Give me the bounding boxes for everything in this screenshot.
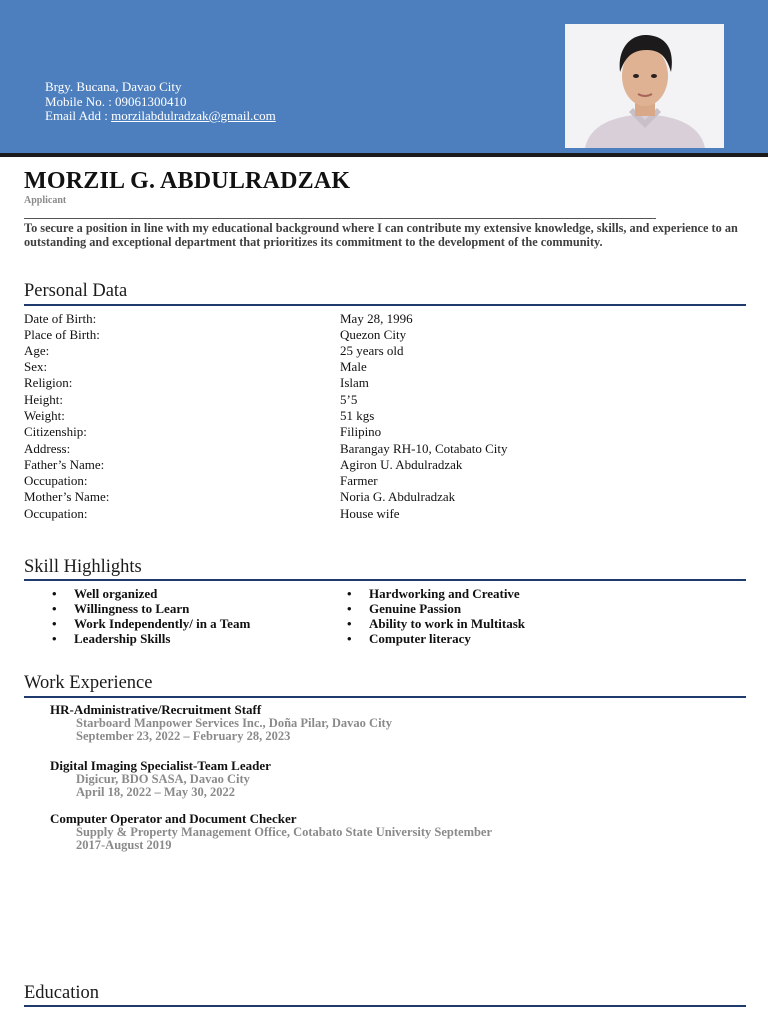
skill-text: Well organized <box>74 586 158 601</box>
bullet-icon: • <box>347 601 352 616</box>
skill-item <box>52 631 170 647</box>
contact-email-row <box>45 109 276 124</box>
personal-label: Mother’s Name: <box>24 489 110 504</box>
skill-item <box>347 586 520 602</box>
personal-value: Quezon City <box>340 327 407 342</box>
job-title: Computer Operator and Document Checker <box>50 811 297 826</box>
personal-row <box>24 392 724 408</box>
bullet-icon: • <box>347 631 352 646</box>
bullet-icon: • <box>52 616 57 631</box>
bullet-icon: • <box>347 586 352 601</box>
personal-label: Age: <box>24 343 50 358</box>
personal-label: Citizenship: <box>24 424 87 439</box>
personal-label: Occupation: <box>24 473 88 488</box>
job-dates: September 23, 2022 – February 28, 2023 <box>76 729 291 743</box>
profile-photo-image <box>565 24 724 148</box>
personal-label: Date of Birth: <box>24 311 97 326</box>
personal-value: May 28, 1996 <box>340 311 413 326</box>
personal-value: Male <box>340 359 367 374</box>
personal-label: Occupation: <box>24 506 88 521</box>
personal-label: Religion: <box>24 375 73 390</box>
bullet-icon: • <box>347 616 352 631</box>
job-company: Digicur, BDO SASA, Davao City <box>76 772 250 786</box>
job-dates: April 18, 2022 – May 30, 2022 <box>76 785 236 799</box>
contact-email-link[interactable]: morzilabdulradzak@gmail.com <box>111 108 276 123</box>
personal-row <box>24 457 724 473</box>
personal-label: Place of Birth: <box>24 327 100 342</box>
personal-value: Barangay RH-10, Cotabato City <box>340 441 508 456</box>
personal-value: Agiron U. Abdulradzak <box>340 457 463 472</box>
personal-row <box>24 343 724 359</box>
personal-row <box>24 408 724 424</box>
bullet-icon: • <box>52 586 57 601</box>
contact-address: Brgy. Bucana, Davao City <box>45 79 182 94</box>
personal-value: 51 kgs <box>340 408 375 423</box>
personal-value: House wife <box>340 506 400 521</box>
personal-row <box>24 473 724 489</box>
skill-item <box>347 631 471 647</box>
personal-row <box>24 506 724 522</box>
skill-text: Computer literacy <box>369 631 471 646</box>
personal-row <box>24 359 724 375</box>
applicant-name: MORZIL G. ABDULRADZAK <box>24 168 351 194</box>
career-objective: To secure a position in line with my educational background where I can contribute my extensive knowledge, skills, and experience to an outstanding and exceptional department that prioritizes its commitment to the development of the community. <box>24 221 738 249</box>
contact-block <box>45 80 276 124</box>
job-company: Supply & Property Management Office, Cotabato State University September <box>76 825 493 839</box>
bullet-icon: • <box>52 601 57 616</box>
skill-item <box>52 586 157 602</box>
personal-value: Filipino <box>340 424 382 439</box>
section-title-work: Work Experience <box>24 673 153 693</box>
personal-row <box>24 375 724 391</box>
job-title: Digital Imaging Specialist-Team Leader <box>50 758 271 773</box>
personal-label: Father’s Name: <box>24 457 105 472</box>
section-rule-skills <box>24 579 746 581</box>
profile-photo <box>565 24 724 148</box>
header-divider <box>0 153 768 157</box>
section-title-education: Education <box>24 983 100 1003</box>
job-title: HR-Administrative/Recruitment Staff <box>50 702 262 717</box>
section-title-skills: Skill Highlights <box>24 557 142 577</box>
skill-text: Ability to work in Multitask <box>369 616 526 631</box>
personal-value: 5’5 <box>340 392 358 407</box>
personal-label: Sex: <box>24 359 48 374</box>
personal-label: Address: <box>24 441 71 456</box>
personal-row <box>24 441 724 457</box>
applicant-role: Applicant <box>24 195 67 206</box>
bullet-icon: • <box>52 631 57 646</box>
personal-value: Noria G. Abdulradzak <box>340 489 456 504</box>
personal-row <box>24 424 724 440</box>
personal-row <box>24 489 724 505</box>
personal-value: Farmer <box>340 473 378 488</box>
personal-row <box>24 327 724 343</box>
skill-text: Willingness to Learn <box>74 601 190 616</box>
personal-value: 25 years old <box>340 343 404 358</box>
personal-label: Height: <box>24 392 63 407</box>
job-dates: 2017-August 2019 <box>76 838 172 852</box>
contact-email-label: Email Add : <box>45 108 112 123</box>
job-company: Starboard Manpower Services Inc., Doña Pilar, Davao City <box>76 716 392 730</box>
personal-row <box>24 311 724 327</box>
section-rule-personal <box>24 304 746 306</box>
skill-text: Leadership Skills <box>74 631 171 646</box>
skill-item <box>347 616 525 632</box>
personal-value: Islam <box>340 375 369 390</box>
skill-text: Hardworking and Creative <box>369 586 520 601</box>
contact-mobile: Mobile No. : 09061300410 <box>45 93 187 109</box>
section-title-personal: Personal Data <box>24 281 128 301</box>
skill-item <box>52 601 189 617</box>
skill-item <box>52 616 250 632</box>
section-rule-work <box>24 696 746 698</box>
skill-text: Work Independently/ in a Team <box>74 616 251 631</box>
personal-label: Weight: <box>24 408 65 423</box>
skill-text: Genuine Passion <box>369 601 462 616</box>
objective-divider <box>24 218 656 219</box>
section-rule-education <box>24 1005 746 1007</box>
skill-item <box>347 601 461 617</box>
